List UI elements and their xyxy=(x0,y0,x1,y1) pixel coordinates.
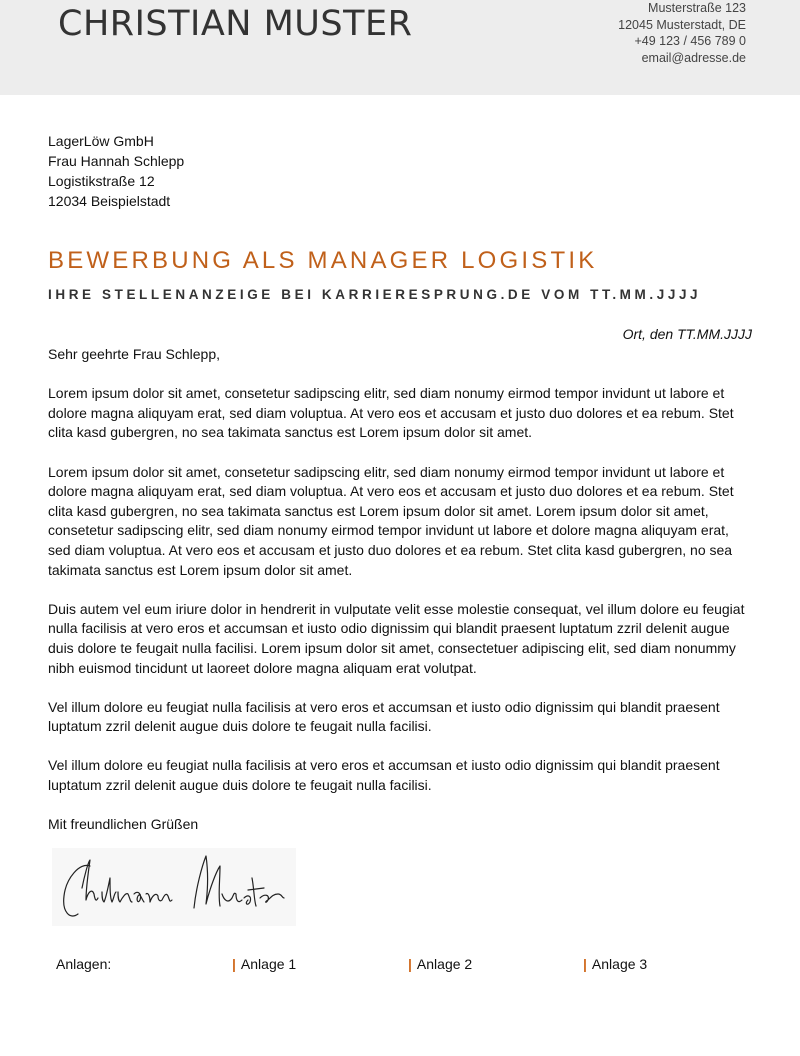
letter-body xyxy=(48,345,754,854)
sender-street: Musterstraße 123 xyxy=(648,1,746,15)
recipient-person: Frau Hannah Schlepp xyxy=(48,153,185,169)
body-paragraph: Vel illum dolore eu feugiat nulla facilisis at vero eros et accumsan et iusto odio dignissim qui blandit praesent luptatum zzril delenit augue duis dolore te feugait nulla facilisi. xyxy=(48,757,720,794)
sender-phone: +49 123 / 456 789 0 xyxy=(634,34,746,48)
letterhead xyxy=(0,0,800,95)
sender-city: 12045 Musterstadt, DE xyxy=(618,17,746,32)
sender-contact xyxy=(618,0,746,66)
attachment-separator: | xyxy=(583,956,587,972)
sender-email: email@adresse.de xyxy=(641,50,746,65)
attachment-item xyxy=(408,956,472,972)
attachment-item xyxy=(583,956,647,972)
attachment-separator: | xyxy=(408,956,412,972)
body-paragraph: Lorem ipsum dolor sit amet, consetetur sadipscing elitr, sed diam nonumy eirmod tempor invidunt ut labore et dolore magna aliquyam erat, sed diam voluptua. At vero eos et accusam et justo duo dolores et ea rebum. Stet clita kasd gubergren, no sea takimata sanctus est Lorem ipsum dolor sit amet. xyxy=(48,385,734,441)
attachment-label: Anlage 2 xyxy=(416,956,473,972)
signature-drawing xyxy=(52,848,296,926)
recipient-street: Logistikstraße 12 xyxy=(48,173,155,189)
greeting: Sehr geehrte Frau Schlepp, xyxy=(48,346,220,362)
sender-name: CHRISTIAN MUSTER xyxy=(58,4,413,44)
letter-title: BEWERBUNG ALS MANAGER LOGISTIK xyxy=(48,247,598,274)
body-paragraph: Vel illum dolore eu feugiat nulla facilisis at vero eros et accumsan et iusto odio dignissim qui blandit praesent luptatum zzril delenit augue duis dolore te feugait nulla facilisi. xyxy=(48,698,720,735)
attachment-label: Anlage 3 xyxy=(591,956,648,972)
attachments xyxy=(56,956,756,976)
letter-subtitle: IHRE STELLENANZEIGE BEI KARRIERESPRUNG.DE VOM TT.MM.JJJJ xyxy=(48,287,702,302)
attachment-separator: | xyxy=(232,956,236,972)
attachments-label: Anlagen: xyxy=(56,956,112,972)
handwritten-signature xyxy=(52,848,296,926)
letter-date: Ort, den TT.MM.JJJJ xyxy=(622,326,752,342)
attachment-item xyxy=(232,956,296,972)
closing: Mit freundlichen Grüßen xyxy=(48,816,199,833)
recipient-address xyxy=(48,131,184,211)
attachment-label: Anlage 1 xyxy=(240,956,297,972)
recipient-company: LagerLöw GmbH xyxy=(48,133,154,149)
body-paragraph: Duis autem vel eum iriure dolor in hendrerit in vulputate velit esse molestie consequat, vel illum dolore eu feugiat nulla facilisis at vero eros et accumsan et iusto odio dignissim qui blandit praesent luptatum zzril delenit augue duis dolore te feugait nulla facilisi. Lorem ipsum dolor sit amet, consectetuer adipiscing elit, sed diam nonummy nibh euismod tincidunt ut laoreet dolore magna aliquam erat volutpat. xyxy=(48,600,745,676)
body-paragraph: Lorem ipsum dolor sit amet, consetetur sadipscing elitr, sed diam nonumy eirmod tempor invidunt ut labore et dolore magna aliquyam erat, sed diam voluptua. At vero eos et accusam et justo duo dolores et ea rebum. Stet clita kasd gubergren, no sea takimata sanctus est Lorem ipsum dolor sit amet. Lorem ipsum dolor sit amet, consetetur sadipscing elitr, sed diam nonumy eirmod tempor invidunt ut labore et dolore magna aliquyam erat, sed diam voluptua. At vero eos et accusam et justo duo dolores et ea rebum. Stet clita kasd gubergren, no sea takimata sanctus est Lorem ipsum dolor sit amet. xyxy=(48,463,734,578)
recipient-city: 12034 Beispielstadt xyxy=(48,193,171,209)
